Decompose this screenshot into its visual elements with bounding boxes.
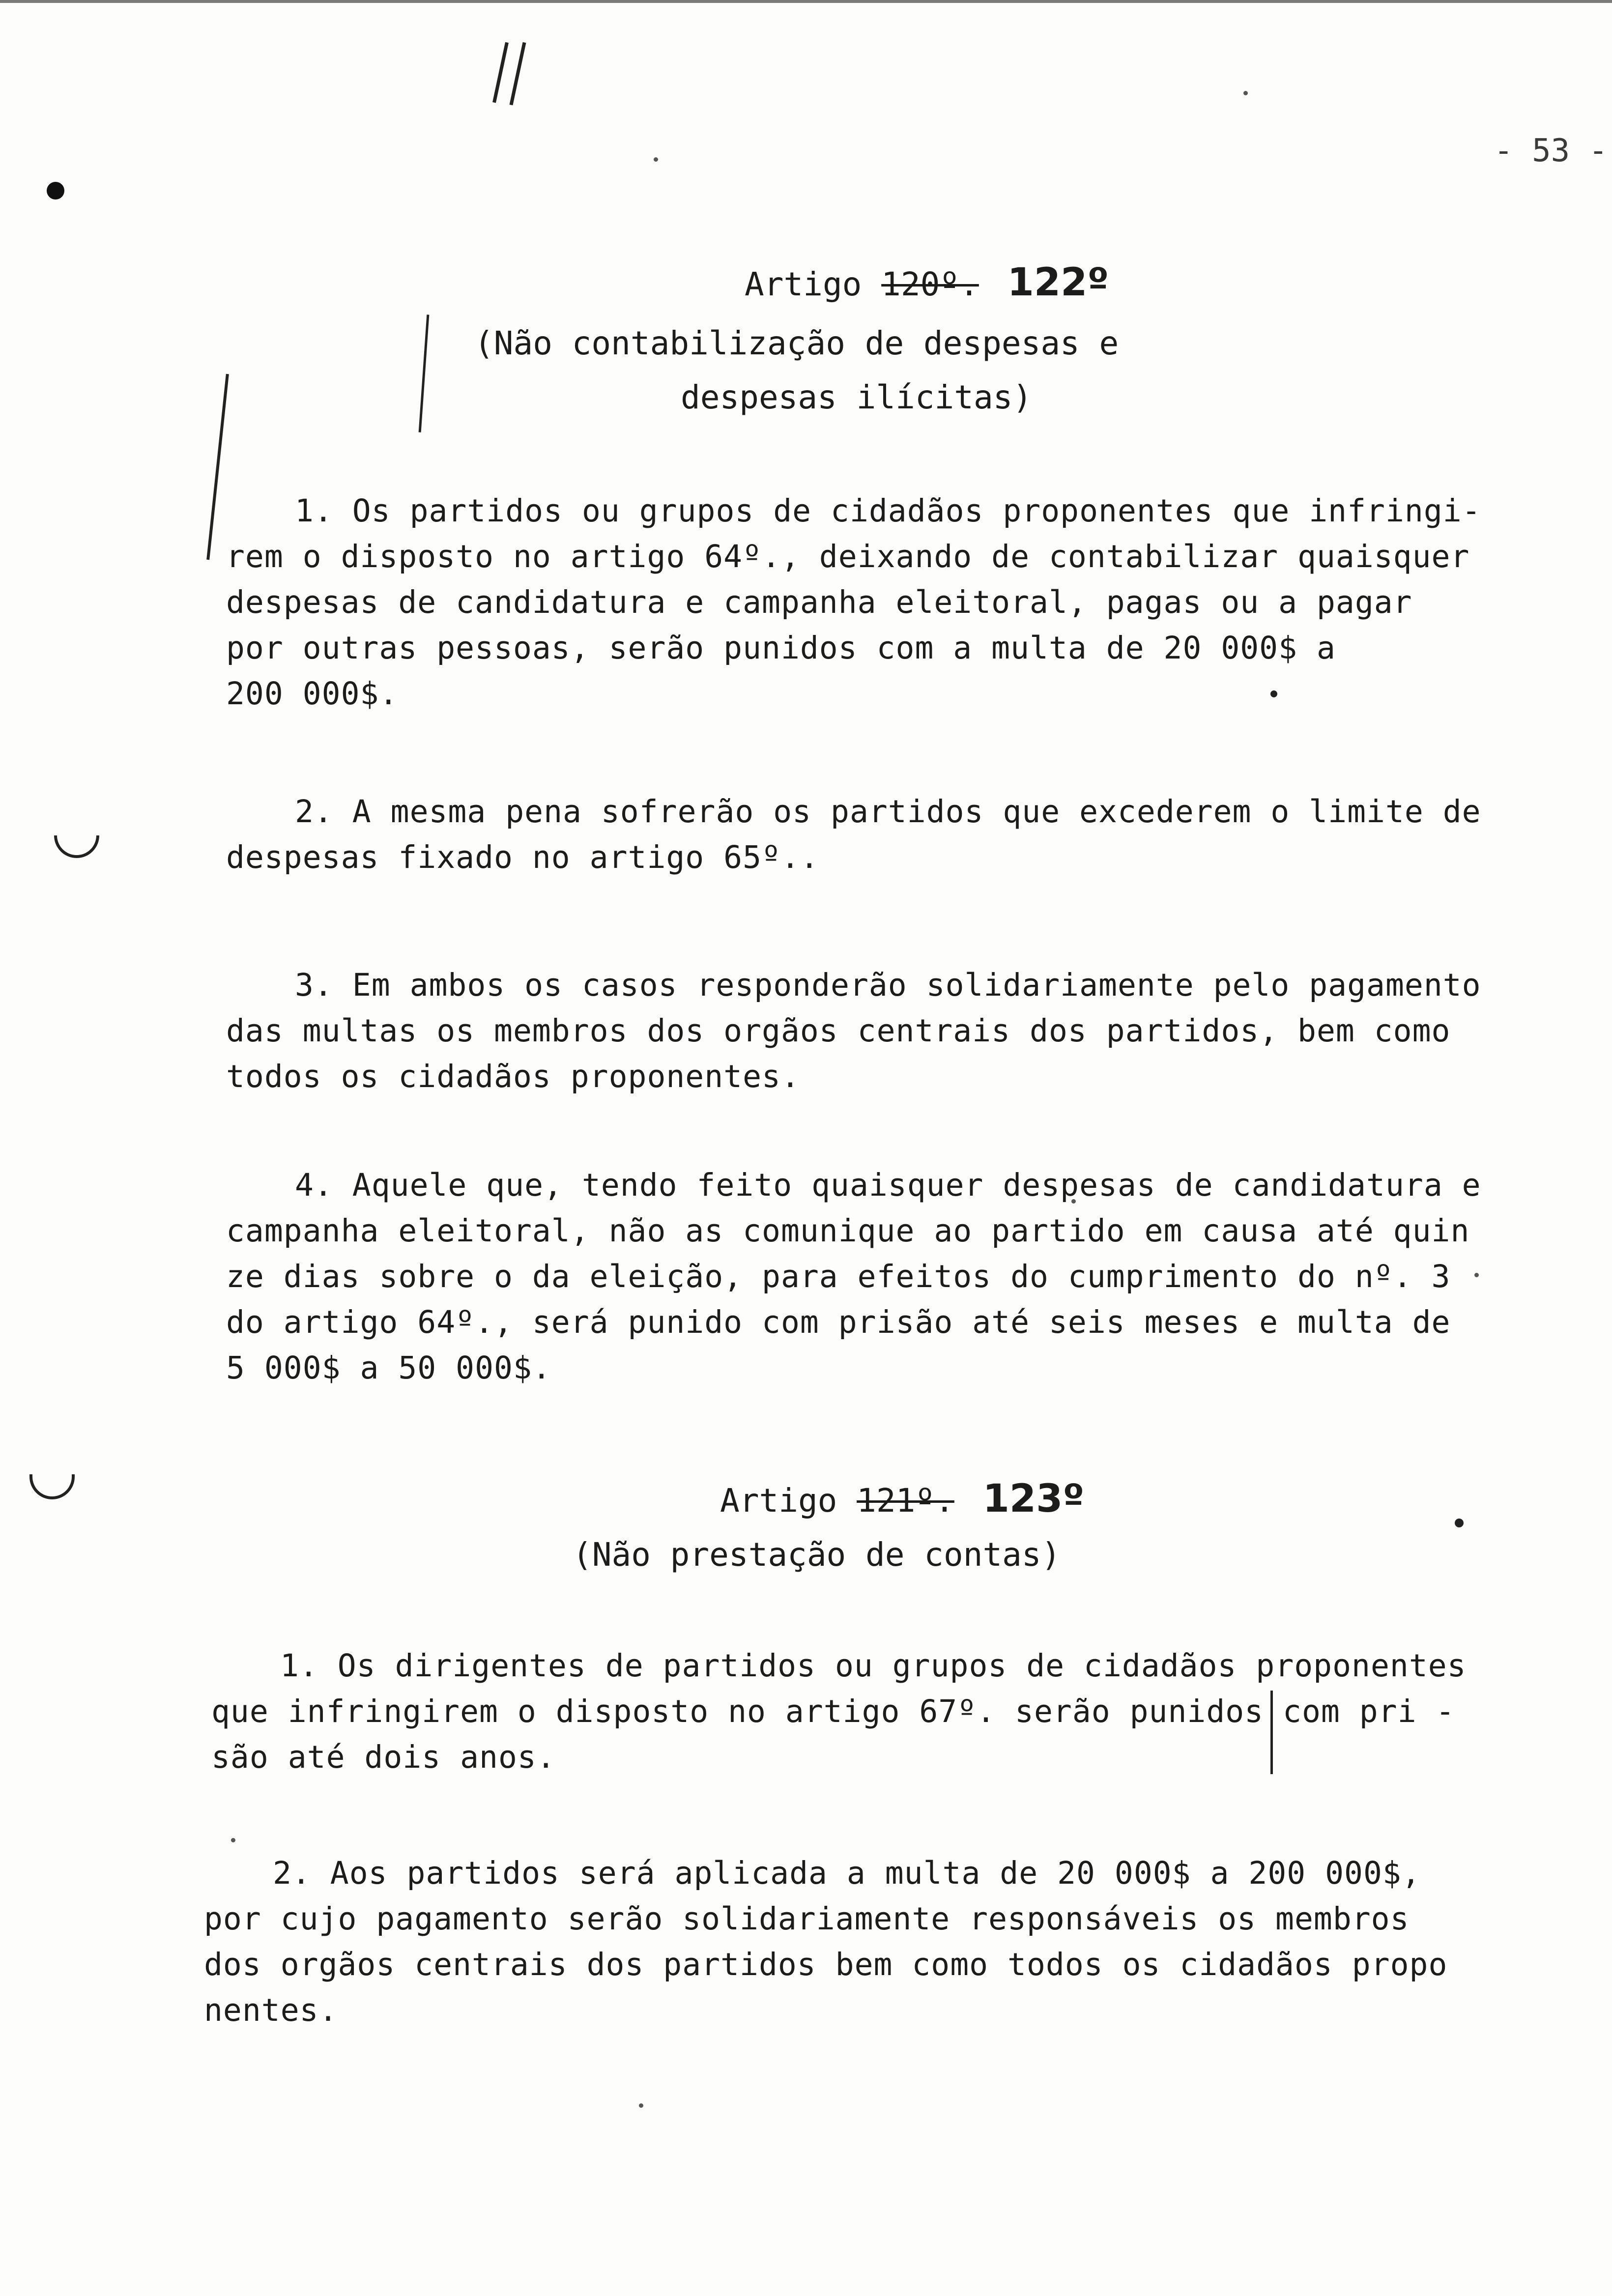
- noise-speck: [1243, 91, 1248, 95]
- pen-stroke-mark: [510, 42, 526, 106]
- top-rule: [0, 0, 1612, 3]
- article-subtitle: (Não prestação de contas): [573, 1536, 1061, 1574]
- page-number: - 53 -: [1494, 133, 1608, 169]
- article-paragraph: 2. Aos partidos será aplicada a multa de 20 000$ a 200 000$, por cujo pagamento serão solidariamente responsáveis os membros dos orgãos centrais dos partidos bem como todos os cidadãos propo nentes.: [204, 1855, 1448, 2028]
- punch-hole-dot: [47, 182, 64, 200]
- article-heading: [720, 1477, 1084, 1521]
- handwritten-article-number: 122º: [1007, 260, 1109, 305]
- article-paragraph: 2. A mesma pena sofrerão os partidos que excederem o limite de despesas fixado no artigo 65º..: [226, 794, 1481, 875]
- handwritten-article-number: 123º: [982, 1477, 1085, 1521]
- article-subtitle: (Não contabilização de despesas e: [474, 324, 1119, 362]
- article-label: Artigo: [720, 1482, 837, 1520]
- margin-line-mark: [419, 315, 430, 432]
- article-paragraph: 1. Os partidos ou grupos de cidadãos proponentes que infringi- rem o disposto no artigo 64º., deixando de contabilizar quaisquer despesas de candidatura e campanha eleitoral, pagas ou a pagar por outras pessoas, serão punidos com a multa de 20 000$ a 200 000$.: [226, 493, 1481, 712]
- noise-speck: [231, 1838, 235, 1842]
- binding-mark: [29, 1474, 75, 1499]
- noise-speck: [639, 2103, 643, 2108]
- article-subtitle: despesas ilícitas): [681, 378, 1033, 416]
- article-heading: [745, 260, 1109, 305]
- noise-speck: [1455, 1519, 1464, 1527]
- article-paragraph: 3. Em ambos os casos responderão solidariamente pelo pagamento das multas os membros dos orgãos centrais dos partidos, bem como todos os cidadãos proponentes.: [226, 967, 1481, 1094]
- noise-speck: [654, 157, 658, 162]
- struck-article-number: 120º.: [881, 265, 979, 303]
- pen-stroke-mark: [492, 42, 509, 103]
- article-label: Artigo: [745, 265, 862, 303]
- margin-line-mark: [206, 374, 229, 560]
- struck-article-number: 121º.: [857, 1482, 954, 1520]
- article-paragraph: 1. Os dirigentes de partidos ou grupos de cidadãos proponentes que infringirem o disposto no artigo 67º. serão punidos com pri - são até dois anos.: [211, 1648, 1467, 1775]
- binding-mark: [54, 835, 99, 858]
- article-paragraph: 4. Aquele que, tendo feito quaisquer despesas de candidatura e campanha eleitoral, não as comunique ao partido em causa até quin ze dias sobre o da eleição, para efeitos do cumprimento do nº. 3 do artigo 64º., será punido com prisão até seis meses e multa de 5 000$ a 50 000$.: [226, 1167, 1481, 1386]
